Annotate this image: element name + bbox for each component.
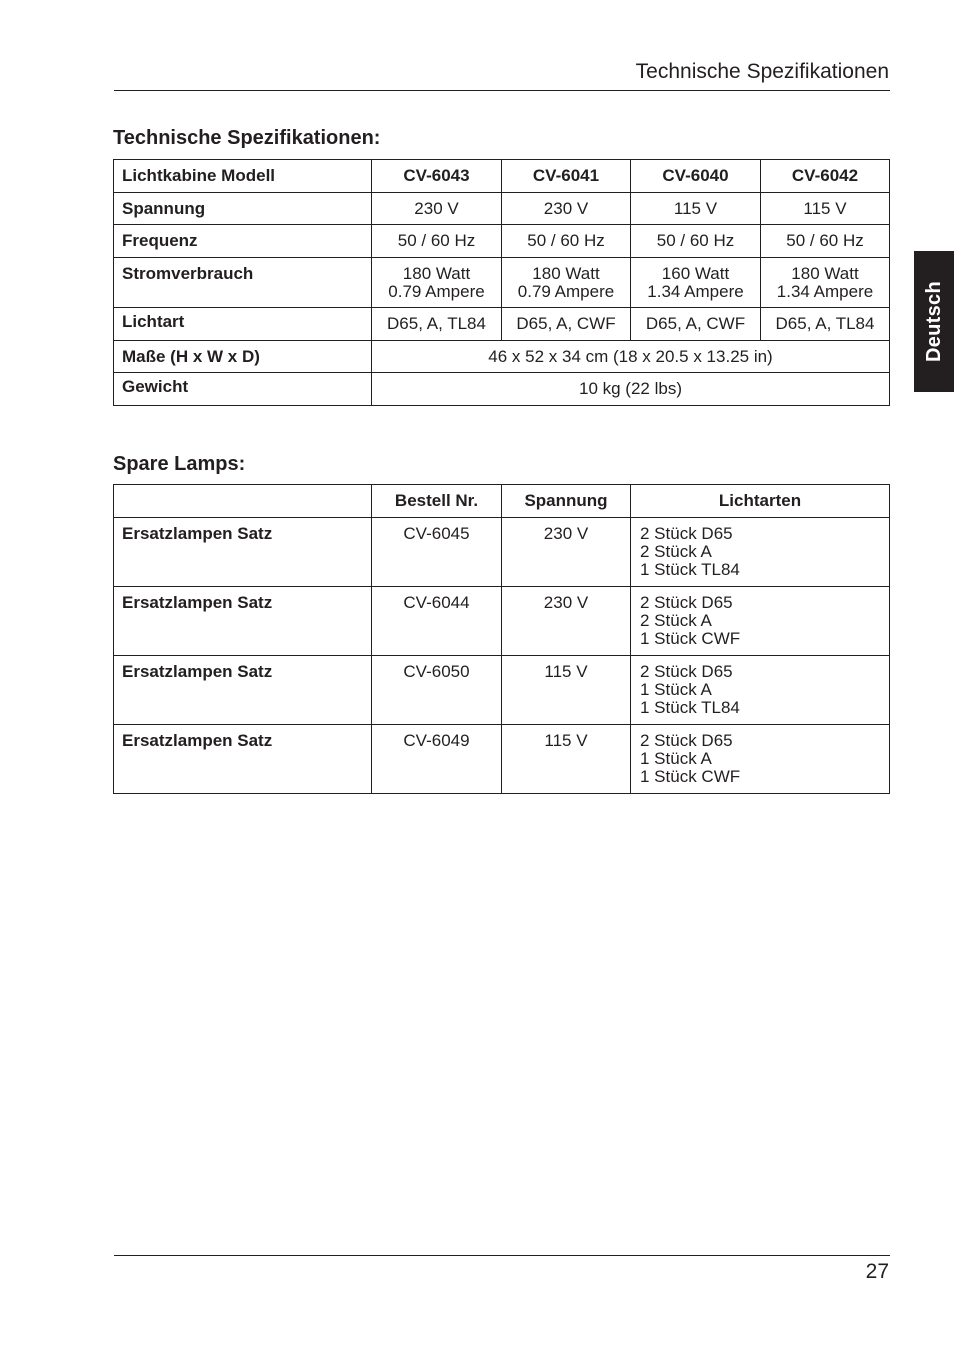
lamps-header-cell: Lichtarten [631, 485, 890, 518]
lamps-header-row [114, 485, 890, 518]
specs-header-label: Lichtkabine Modell [114, 160, 372, 193]
spec-label: Gewicht [114, 373, 372, 406]
lamps-header-cell: Bestell Nr. [372, 485, 502, 518]
model-header: CV-6041 [502, 160, 631, 193]
specs-row [114, 258, 890, 308]
lamps-row [114, 518, 890, 587]
running-header-title: Technische Spezifikationen [635, 60, 889, 83]
spec-value: 50 / 60 Hz [631, 225, 761, 258]
lamps-header-cell: Spannung [502, 485, 631, 518]
lamp-light-line: 1 Stück TL84 [640, 560, 740, 579]
spec-label: Maße (H x W x D) [114, 341, 372, 373]
lamp-voltage: 115 V [502, 656, 631, 725]
spec-value: 50 / 60 Hz [372, 225, 502, 258]
specs-row [114, 193, 890, 225]
footer-rule [114, 1255, 890, 1256]
lamp-light-line: 1 Stück CWF [640, 629, 741, 648]
lamp-order-no: CV-6044 [372, 587, 502, 656]
lamp-order-no: CV-6050 [372, 656, 502, 725]
lamp-lights [631, 518, 890, 587]
lamp-name: Ersatzlampen Satz [114, 587, 372, 656]
spec-value: 50 / 60 Hz [761, 225, 890, 258]
spec-value: D65, A, CWF [502, 308, 631, 341]
spec-value: 230 V [502, 193, 631, 225]
spec-value: 230 V [372, 193, 502, 225]
lamp-light-line: 2 Stück D65 [640, 662, 733, 681]
spec-value: 10 kg (22 lbs) [372, 373, 890, 406]
spec-value [761, 258, 890, 308]
language-tab-label: Deutsch [922, 280, 945, 363]
model-header: CV-6040 [631, 160, 761, 193]
lamp-voltage: 230 V [502, 518, 631, 587]
specs-row [114, 225, 890, 258]
spare-lamps-table [113, 484, 890, 794]
spec-label: Spannung [114, 193, 372, 225]
specs-row [114, 308, 890, 341]
lamp-light-line: 2 Stück A [640, 611, 712, 630]
spec-value: 50 / 60 Hz [502, 225, 631, 258]
specs-table [113, 159, 890, 406]
specs-row [114, 341, 890, 373]
model-header: CV-6043 [372, 160, 502, 193]
spare-lamps-title: Spare Lamps: [113, 453, 246, 475]
lamp-light-line: 2 Stück A [640, 542, 712, 561]
lamp-name: Ersatzlampen Satz [114, 656, 372, 725]
lamp-name: Ersatzlampen Satz [114, 518, 372, 587]
spec-value-line: 0.79 Ampere [388, 282, 485, 301]
spec-value-line: 160 Watt [661, 264, 730, 283]
page-number: 27 [865, 1260, 889, 1283]
spec-label: Frequenz [114, 225, 372, 258]
lamp-lights [631, 725, 890, 794]
specs-title: Technische Spezifikationen: [113, 127, 381, 149]
spec-value-line: 180 Watt [791, 264, 859, 283]
spec-value: D65, A, TL84 [761, 308, 890, 341]
lamp-voltage: 115 V [502, 725, 631, 794]
lamp-name: Ersatzlampen Satz [114, 725, 372, 794]
spec-label: Lichtart [114, 308, 372, 341]
lamp-lights [631, 587, 890, 656]
lamp-lights [631, 656, 890, 725]
spec-value: 115 V [761, 193, 890, 225]
specs-header-row [114, 160, 890, 193]
lamp-light-line: 2 Stück D65 [640, 731, 733, 750]
lamp-order-no: CV-6049 [372, 725, 502, 794]
spec-value: D65, A, TL84 [372, 308, 502, 341]
spec-value-line: 180 Watt [532, 264, 600, 283]
lamp-light-line: 1 Stück A [640, 749, 712, 768]
lamp-light-line: 2 Stück D65 [640, 524, 733, 543]
lamp-light-line: 1 Stück TL84 [640, 698, 740, 717]
lamps-row [114, 725, 890, 794]
spec-value: 46 x 52 x 34 cm (18 x 20.5 x 13.25 in) [372, 341, 890, 373]
spec-value-line: 180 Watt [402, 264, 471, 283]
header-rule [114, 90, 890, 91]
spec-value-line: 1.34 Ampere [647, 282, 744, 301]
lamps-row [114, 656, 890, 725]
lamp-order-no: CV-6045 [372, 518, 502, 587]
specs-row [114, 373, 890, 406]
spec-value-line: 1.34 Ampere [776, 282, 874, 301]
spec-value-line: 0.79 Ampere [517, 282, 615, 301]
spec-value [372, 258, 502, 308]
model-header: CV-6042 [761, 160, 890, 193]
lamp-light-line: 1 Stück CWF [640, 767, 741, 786]
spec-value: 115 V [631, 193, 761, 225]
lamp-light-line: 1 Stück A [640, 680, 712, 699]
spec-value: D65, A, CWF [631, 308, 761, 341]
lamps-row [114, 587, 890, 656]
language-tab [914, 251, 954, 392]
lamp-light-line: 2 Stück D65 [640, 593, 733, 612]
spec-value [631, 258, 761, 308]
lamps-header-cell [114, 485, 372, 518]
spec-label: Stromverbrauch [114, 258, 372, 308]
lamp-voltage: 230 V [502, 587, 631, 656]
spec-value [502, 258, 631, 308]
